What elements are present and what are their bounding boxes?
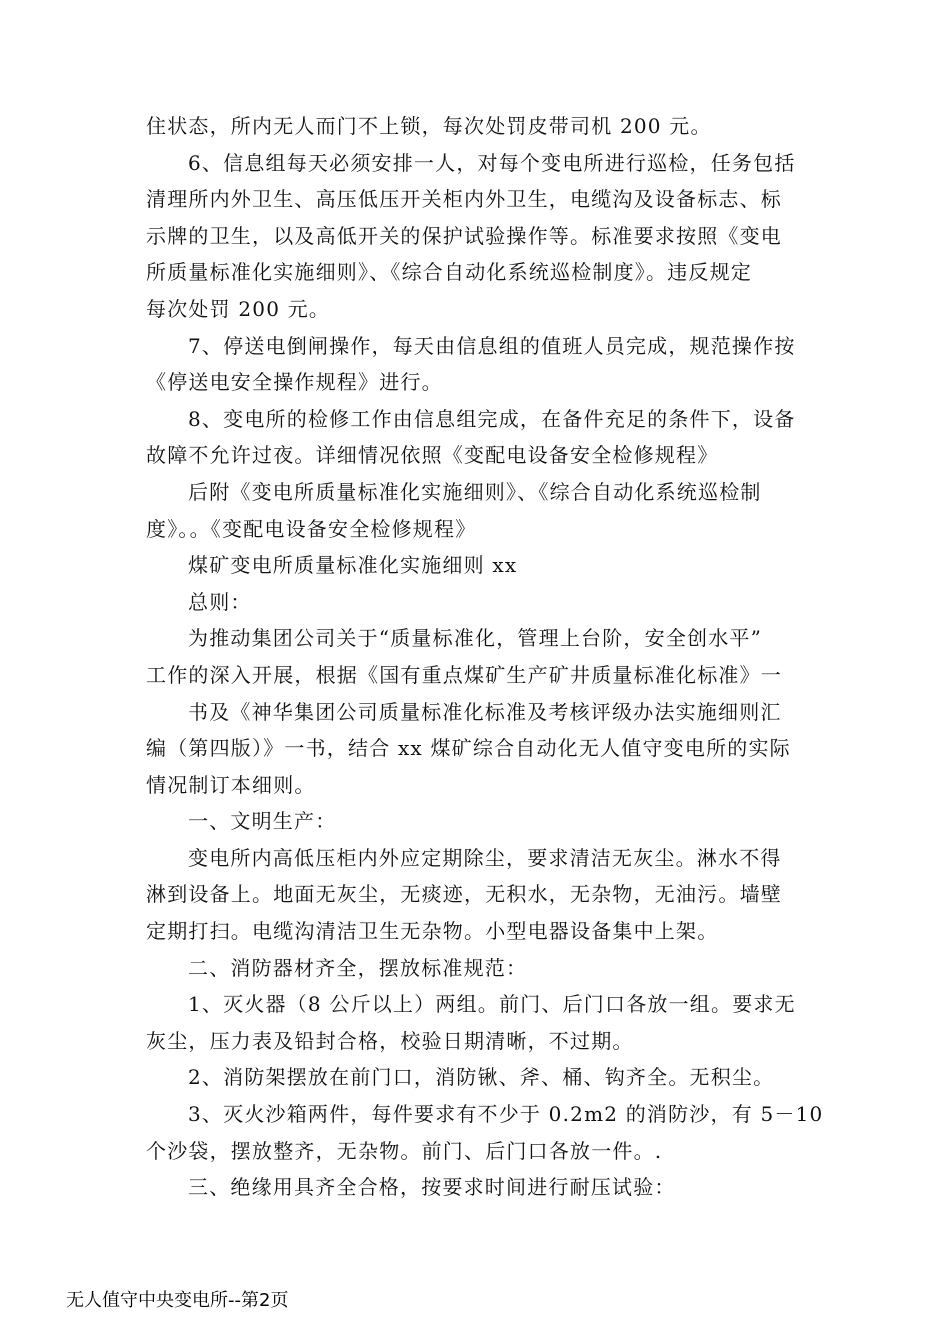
text-line: 二、消防器材齐全，摆放标准规范： xyxy=(188,955,528,980)
text-line: 3、灭火沙箱两件，每件要求有不少于 0.2m2 的消防沙，有 5－10 xyxy=(188,1102,824,1127)
text-line: 清理所内外卫生、高压低压开关柜内外卫生，电缆沟及设备标志、标 xyxy=(146,187,782,212)
text-line: 2、消防架摆放在前门口，消防锹、斧、桶、钩齐全。无积尘。 xyxy=(188,1065,775,1090)
text-line: 后附《变电所质量标准化实施细则》、《综合自动化系统巡检制 xyxy=(188,479,762,504)
document-body xyxy=(146,108,824,1206)
text-line: 所质量标准化实施细则》、《综合自动化系统巡检制度》。违反规定 xyxy=(146,260,752,285)
text-line: 《停送电安全操作规程》进行。 xyxy=(146,370,443,395)
text-line: 7、停送电倒闸操作，每天由信息组的值班人员完成，规范操作按 xyxy=(188,333,796,358)
text-line: 住状态，所内无人而门不上锁，每次处罚皮带司机 200 元。 xyxy=(146,114,712,138)
text-line: 总则： xyxy=(188,589,252,614)
text-line: 度》。。《变配电设备安全检修规程》 xyxy=(146,516,477,541)
text-line: 示牌的卫生，以及高低开关的保护试验操作等。标准要求按照《变电 xyxy=(146,223,782,248)
text-line: 工作的深入开展，根据《国有重点煤矿生产矿井质量标准化标准》一 xyxy=(146,662,782,687)
text-line: 故障不允许过夜。详细情况依照《变配电设备安全检修规程》 xyxy=(146,443,719,468)
page-footer: 无人值守中央变电所--第2页 xyxy=(66,1290,289,1311)
text-line: 淋到设备上。地面无灰尘，无痰迹，无积水，无杂物，无油污。墙壁 xyxy=(146,882,782,907)
text-line: 情况制订本细则。 xyxy=(146,772,316,797)
text-line: 煤矿变电所质量标准化实施细则 xx xyxy=(188,553,518,578)
text-line: 三、绝缘用具齐全合格，按要求时间进行耐压试验： xyxy=(188,1175,676,1200)
text-line: 灰尘，压力表及铅封合格，校验日期清晰，不过期。 xyxy=(146,1028,634,1053)
text-line: 1、灭火器（8 公斤以上）两组。前门、后门口各放一组。要求无 xyxy=(188,992,796,1017)
text-line: 书及《神华集团公司质量标准化标准及考核评级办法实施细则汇 xyxy=(188,699,782,724)
text-line: 6、信息组每天必须安排一人，对每个变电所进行巡检，任务包括 xyxy=(188,150,796,175)
text-line: 个沙袋，摆放整齐，无杂物。前门、后门口各放一件。. xyxy=(146,1138,663,1163)
text-line: 一、文明生产： xyxy=(188,809,337,834)
text-line: 变电所内高低压柜内外应定期除尘，要求清洁无灰尘。淋水不得 xyxy=(188,845,782,870)
text-line: 编（第四版）》一书，结合 xx 煤矿综合自动化无人值守变电所的实际 xyxy=(146,736,791,761)
text-line: 8、变电所的检修工作由信息组完成，在备件充足的条件下，设备 xyxy=(188,406,796,431)
text-line: 定期打扫。电缆沟清洁卫生无杂物。小型电器设备集中上架。 xyxy=(146,919,719,944)
text-line: 为推动集团公司关于“质量标准化，管理上台阶，安全创水平” xyxy=(188,626,763,651)
text-line: 每次处罚 200 元。 xyxy=(146,296,331,321)
